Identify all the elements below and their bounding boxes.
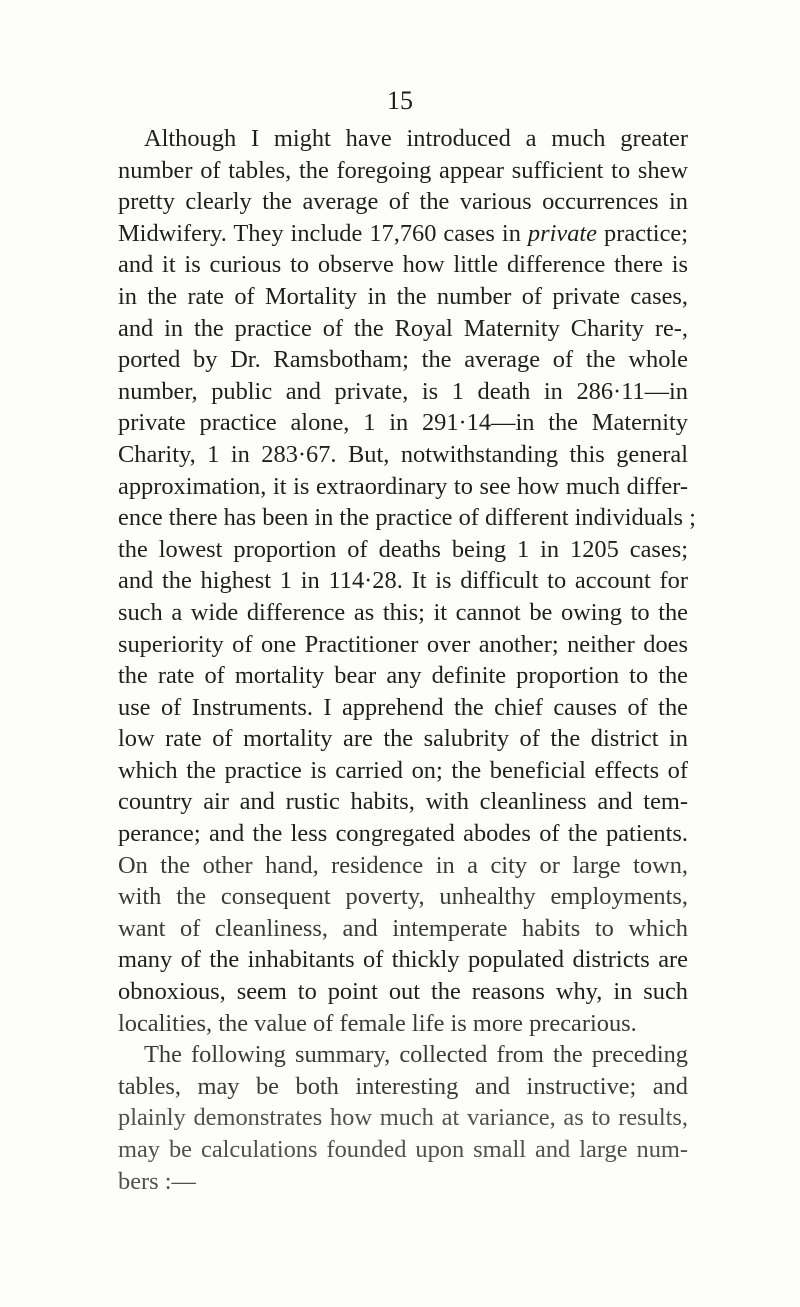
text-line: many of the inhabitants of thickly populated districts are: [118, 946, 688, 974]
text-line: use of Instruments. I apprehend the chief causes of the: [118, 693, 688, 721]
text-line: the rate of mortality bear any definite proportion to the: [118, 662, 688, 690]
text-line: plainly demonstrates how much at variance, as to results,: [118, 1104, 688, 1132]
text-line: with the consequent poverty, unhealthy employments,: [118, 883, 688, 911]
text-line: approximation, it is extraordinary to see how much differ-: [118, 472, 688, 500]
body-text: [118, 123, 696, 1197]
text-line: low rate of mortality are the salubrity of the district in: [118, 725, 688, 753]
text-line-with-italic: [118, 218, 688, 250]
text-segment: Midwifery. They include 17,760 cases in: [118, 219, 521, 247]
text-line: localities, the value of female life is more precarious.: [118, 1009, 637, 1037]
text-line: superiority of one Practitioner over another; neither does: [118, 630, 688, 658]
text-line: and it is curious to observe how little difference there is: [118, 251, 688, 279]
text-line: tables, may be both interesting and instructive; and: [118, 1072, 688, 1100]
text-line: the lowest proportion of deaths being 1 in 1205 cases;: [118, 535, 688, 563]
text-line: and the highest 1 in 114·28. It is difficult to account for: [118, 567, 688, 595]
italic-word: private: [527, 219, 598, 247]
text-line: want of cleanliness, and intemperate habits to which: [118, 914, 688, 942]
text-line: in the rate of Mortality in the number of private cases,: [118, 282, 688, 310]
text-line: Although I might have introduced a much greater: [144, 125, 688, 152]
text-line: ence there has been in the practice of different individuals ;: [118, 504, 696, 532]
text-line: number of tables, the foregoing appear sufficient to shew: [118, 156, 688, 184]
text-line: private practice alone, 1 in 291·14—in the Maternity: [118, 409, 688, 437]
text-line: may be calculations founded upon small and large num-: [118, 1136, 688, 1163]
text-line: which the practice is carried on; the beneficial effects of: [118, 756, 688, 784]
page-number: 15: [387, 86, 413, 115]
text-line: On the other hand, residence in a city or large town,: [118, 851, 688, 879]
text-line: bers :—: [118, 1167, 196, 1195]
text-line: obnoxious, seem to point out the reasons why, in such: [118, 978, 688, 1006]
text-line: such a wide difference as this; it cannot be owing to the: [118, 598, 688, 626]
text-line: country air and rustic habits, with cleanliness and tem-: [118, 788, 688, 816]
text-line: ported by Dr. Ramsbotham; the average of the whole: [118, 346, 688, 374]
text-line: Charity, 1 in 283·67. But, notwithstanding this general: [118, 440, 688, 468]
text-line: perance; and the less congregated abodes of the patients.: [118, 820, 688, 848]
text-line: and in the practice of the Royal Maternity Charity re-,: [118, 314, 688, 342]
text-line: The following summary, collected from the preceding: [144, 1041, 688, 1069]
text-segment: practice;: [604, 219, 688, 247]
text-line: pretty clearly the average of the various occurrences in: [118, 188, 688, 216]
text-line: number, public and private, is 1 death in 286·11—in: [118, 377, 688, 405]
